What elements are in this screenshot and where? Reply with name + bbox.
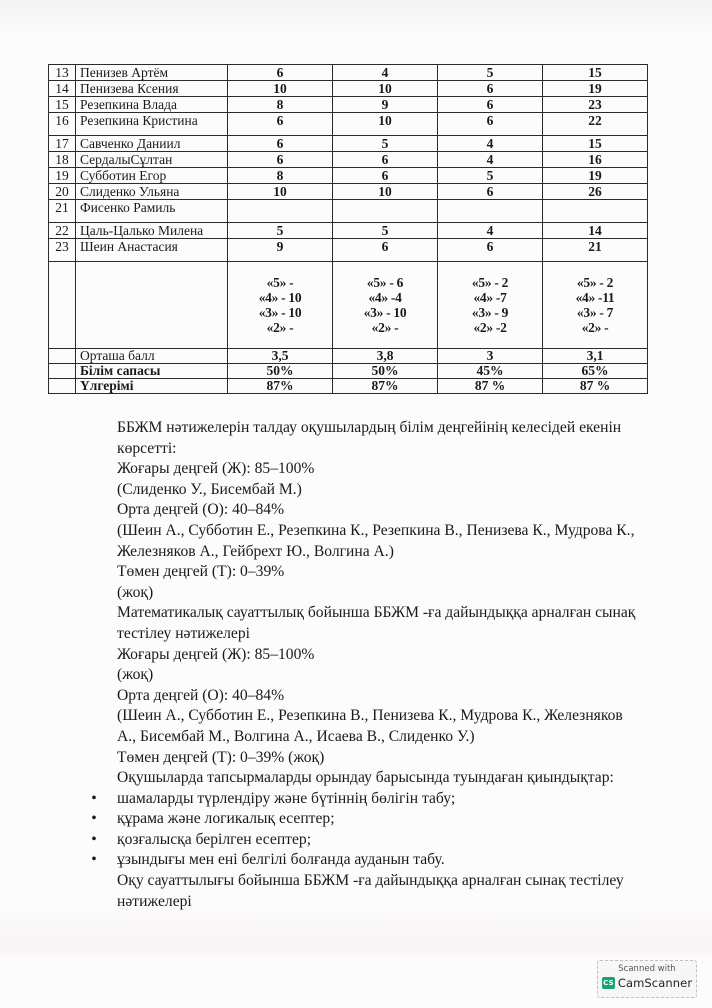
distribution-line: «4» -4 — [368, 290, 402, 305]
table-row — [49, 223, 648, 239]
table-row — [49, 81, 648, 97]
distribution-line: «5» - — [266, 275, 294, 290]
distribution-line: «5» - 6 — [366, 275, 404, 290]
grades-table — [48, 64, 648, 394]
summary-label: Білім сапасы — [76, 364, 228, 379]
difficulties-list — [91, 789, 677, 871]
summary-row — [49, 364, 648, 379]
watermark-brand — [598, 976, 696, 990]
grades-table-body — [49, 65, 648, 394]
row-number: 15 — [49, 97, 76, 113]
table-row — [49, 200, 648, 223]
list-item: • құрама және логикалық есептер; — [117, 809, 677, 830]
score-cell: 6 — [333, 239, 438, 262]
score-cell: 6 — [228, 136, 333, 152]
student-name: Резепкина Кристина — [76, 113, 228, 136]
grade-distribution-row — [49, 262, 648, 349]
level-medium: Орта деңгей (О): 40–84% — [117, 686, 285, 704]
watermark-brand-name: CamScanner — [617, 976, 693, 990]
level-high: Жоғары деңгей (Ж): 85–100% — [117, 645, 315, 663]
list-item: • шамаларды түрлендіру және бүтіннің бөлігін табу; — [117, 789, 677, 810]
total-cell: 16 — [543, 152, 648, 168]
level-medium-students: (Шеин А., Субботин Е., Резепкина К., Резепкина В., Пенизева К., Мудрова К., — [117, 521, 635, 539]
score-cell: 6 — [228, 152, 333, 168]
score-cell: 5 — [333, 136, 438, 152]
total-cell: 26 — [543, 184, 648, 200]
watermark-caption: Scanned with — [618, 964, 676, 974]
distribution-cell — [333, 262, 438, 349]
score-cell: 6 — [438, 81, 543, 97]
section-heading: тестілеу нәтижелері — [117, 624, 250, 642]
empty-cell — [49, 349, 76, 364]
table-row — [49, 184, 648, 200]
level-low: Төмен деңгей (Т): 0–39% (жоқ) — [117, 748, 325, 766]
row-number: 18 — [49, 152, 76, 168]
distribution-line: «2» - — [581, 320, 609, 335]
summary-value: 87% — [228, 379, 333, 394]
section-heading: нәтижелері — [117, 892, 192, 910]
score-cell: 4 — [333, 65, 438, 81]
distribution-line: «4» -11 — [575, 290, 615, 305]
distribution-line: «3» - 10 — [258, 305, 302, 320]
summary-row — [49, 379, 648, 394]
score-cell: 6 — [438, 239, 543, 262]
distribution-line: «3» - 10 — [363, 305, 407, 320]
table-row — [49, 65, 648, 81]
summary-value: 3,1 — [543, 349, 648, 364]
score-cell: 5 — [438, 65, 543, 81]
score-cell: 5 — [228, 223, 333, 239]
score-cell: 9 — [333, 97, 438, 113]
table-row — [49, 168, 648, 184]
score-cell — [438, 200, 543, 223]
student-name: Субботин Егор — [76, 168, 228, 184]
camscanner-logo-icon: CS — [603, 979, 614, 987]
score-cell: 8 — [228, 168, 333, 184]
summary-value: 50% — [228, 364, 333, 379]
row-number: 19 — [49, 168, 76, 184]
total-cell — [543, 200, 648, 223]
list-item: • қозғалысқа берілген есептер; — [117, 830, 677, 851]
distribution-line: «5» - 2 — [576, 275, 614, 290]
empty-cell — [49, 262, 76, 349]
bullet-icon: • — [91, 851, 97, 869]
level-high-students: (Слиденко У., Бисембай М.) — [117, 480, 302, 498]
summary-label: Үлгерімі — [76, 379, 228, 394]
total-cell: 21 — [543, 239, 648, 262]
total-cell: 15 — [543, 65, 648, 81]
total-cell: 19 — [543, 168, 648, 184]
distribution-line: «2» - — [266, 320, 294, 335]
summary-value: 65% — [543, 364, 648, 379]
distribution-line: «5» - 2 — [471, 275, 509, 290]
distribution-list — [364, 275, 407, 335]
summary-value: 3,5 — [228, 349, 333, 364]
score-cell: 9 — [228, 239, 333, 262]
total-cell: 19 — [543, 81, 648, 97]
score-cell: 6 — [438, 97, 543, 113]
distribution-line: «4» - 10 — [258, 290, 302, 305]
total-cell: 14 — [543, 223, 648, 239]
bullet-icon: • — [91, 830, 97, 848]
table-row — [49, 136, 648, 152]
summary-value: 50% — [333, 364, 438, 379]
table-row — [49, 152, 648, 168]
row-number: 20 — [49, 184, 76, 200]
student-name: Пенизева Ксения — [76, 81, 228, 97]
list-item: • ұзындығы мен ені белгілі болғанда ауданын табу. — [117, 850, 677, 871]
row-number: 23 — [49, 239, 76, 262]
score-cell: 6 — [228, 113, 333, 136]
distribution-line: «2» - — [371, 320, 399, 335]
total-cell: 22 — [543, 113, 648, 136]
distribution-line: «4» -7 — [473, 290, 507, 305]
empty-cell — [76, 262, 228, 349]
summary-value: 87% — [333, 379, 438, 394]
score-cell: 10 — [333, 184, 438, 200]
row-number: 22 — [49, 223, 76, 239]
row-number: 17 — [49, 136, 76, 152]
level-low-students: (жоқ) — [117, 583, 154, 601]
table-row — [49, 239, 648, 262]
summary-value: 3 — [438, 349, 543, 364]
student-name: Савченко Даниил — [76, 136, 228, 152]
level-medium-students: А., Бисембай М., Волгина А., Исаева В., Слиденко У.) — [117, 727, 475, 745]
section-heading: Математикалық сауаттылық бойынша ББЖМ -ға дайындыққа арналған сынақ — [117, 604, 636, 622]
camscanner-watermark — [597, 960, 697, 998]
score-cell: 10 — [333, 113, 438, 136]
distribution-list — [472, 275, 508, 335]
student-name: Слиденко Ульяна — [76, 184, 228, 200]
score-cell: 10 — [228, 184, 333, 200]
table-row — [49, 113, 648, 136]
score-cell: 6 — [228, 65, 333, 81]
row-number: 13 — [49, 65, 76, 81]
score-cell: 5 — [438, 168, 543, 184]
distribution-cell — [543, 262, 648, 349]
row-number: 14 — [49, 81, 76, 97]
bullet-icon: • — [91, 789, 97, 807]
distribution-line: «3» - 7 — [576, 305, 614, 320]
score-cell: 5 — [333, 223, 438, 239]
summary-value: 3,8 — [333, 349, 438, 364]
row-number: 16 — [49, 113, 76, 136]
score-cell — [333, 200, 438, 223]
score-cell: 6 — [333, 168, 438, 184]
student-name: Цаль-Цалько Милена — [76, 223, 228, 239]
level-high-students: (жоқ) — [117, 666, 154, 684]
score-cell: 6 — [438, 184, 543, 200]
distribution-line: «3» - 9 — [471, 305, 509, 320]
score-cell: 4 — [438, 136, 543, 152]
score-cell: 10 — [228, 81, 333, 97]
distribution-cell — [438, 262, 543, 349]
section-heading: Оқу сауаттылығы бойынша ББЖМ -ға дайындыққа арналған сынақ тестілеу — [117, 872, 624, 890]
summary-label: Орташа балл — [76, 349, 228, 364]
student-name: Шеин Анастасия — [76, 239, 228, 262]
level-medium-students: Железняков А., Гейбрехт Ю., Волгина А.) — [117, 542, 394, 560]
distribution-cell — [228, 262, 333, 349]
student-name: СердалыСұлтан — [76, 152, 228, 168]
score-cell: 8 — [228, 97, 333, 113]
total-cell: 23 — [543, 97, 648, 113]
distribution-list — [259, 275, 302, 335]
summary-value: 87 % — [543, 379, 648, 394]
paragraph: көрсетті: — [117, 439, 177, 457]
score-cell — [228, 200, 333, 223]
score-cell: 4 — [438, 223, 543, 239]
table-row — [49, 97, 648, 113]
bullet-icon: • — [91, 810, 97, 828]
paragraph: ББЖМ нәтижелерін талдау оқушылардың білім деңгейінің келесідей екенін — [117, 419, 622, 436]
analysis-text — [91, 418, 677, 912]
summary-value: 87 % — [438, 379, 543, 394]
distribution-line: «2» -2 — [473, 320, 507, 335]
student-name: Фисенко Рамиль — [76, 200, 228, 223]
score-cell: 6 — [333, 152, 438, 168]
summary-value: 45% — [438, 364, 543, 379]
row-number: 21 — [49, 200, 76, 223]
score-cell: 10 — [333, 81, 438, 97]
total-cell: 15 — [543, 136, 648, 152]
student-name: Резепкина Влада — [76, 97, 228, 113]
empty-cell — [49, 364, 76, 379]
distribution-list — [576, 275, 615, 335]
score-cell: 4 — [438, 152, 543, 168]
score-cell: 6 — [438, 113, 543, 136]
level-medium-students: (Шеин А., Субботин Е., Резепкина В., Пенизева К., Мудрова К., Железняков — [117, 707, 623, 725]
level-high: Жоғары деңгей (Ж): 85–100% — [117, 460, 315, 478]
student-name: Пенизев Артём — [76, 65, 228, 81]
level-low: Төмен деңгей (Т): 0–39% — [117, 563, 285, 581]
empty-cell — [49, 379, 76, 394]
level-medium: Орта деңгей (О): 40–84% — [117, 501, 285, 519]
difficulties-heading: Оқушыларда тапсырмаларды орындау барысында туындаған қиындықтар: — [117, 769, 614, 787]
summary-row — [49, 349, 648, 364]
